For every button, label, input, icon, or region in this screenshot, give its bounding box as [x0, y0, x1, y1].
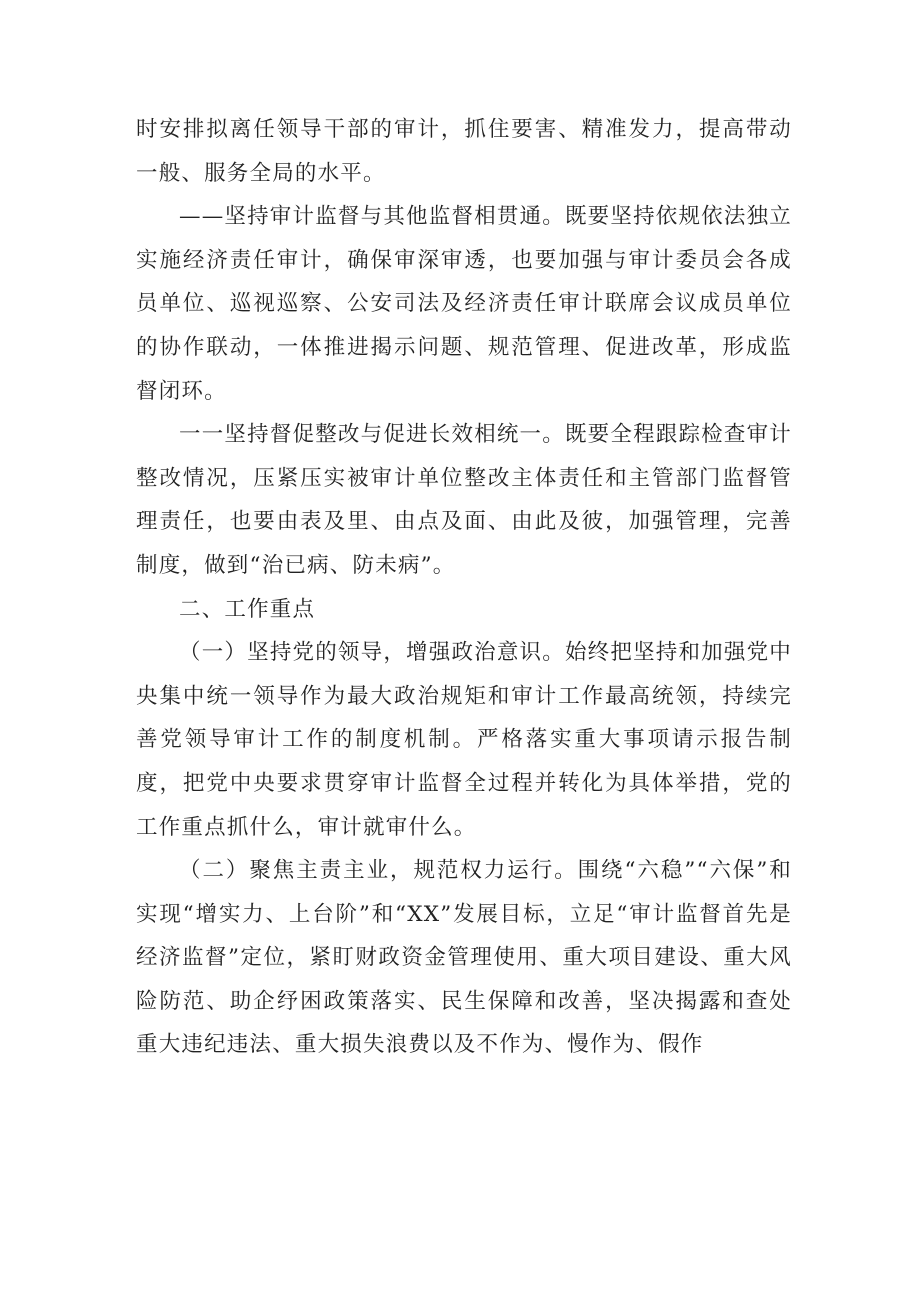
paragraph-item-one-party-leadership: （一）坚持党的领导，增强政治意识。始终把坚持和加强党中央集中统一领导作为最大政治规矩和审计工作最高统领，持续完善党领导审计工作的制度机制。严格落实重大事项请示报告制度，把党中央要求贯穿审计监督全过程并转化为具体举措，党的工作重点抓什么，审计就审什么。	[136, 640, 792, 840]
paragraph-continued-from-previous-page: 时安排拟离任领导干部的审计，抓住要害、精准发力，提高带动一般、服务全局的水平。	[136, 117, 792, 186]
section-heading-work-priorities: 二、工作重点	[179, 596, 316, 622]
document-body	[136, 108, 792, 1067]
paragraph-audit-supervision-coordination: ——坚持审计监督与其他监督相贯通。既要坚持依规依法独立实施经济责任审计，确保审深审透，也要加强与审计委员会各成员单位、巡视巡察、公安司法及经济责任审计联席会议成员单位的协作联动，一体推进揭示问题、规范管理、促进改革，形成监督闭环。	[136, 204, 792, 404]
paragraph-item-two-main-responsibilities: （二）聚焦主责主业，规范权力运行。围绕“六稳”“六保”和实现“增实力、上台阶”和“XX”发展目标，立足“审计监督首先是经济监督”定位，紧盯财政资金管理使用、重大项目建设、重大风险防范、助企纾困政策落实、民生保障和改善，坚决揭露和查处重大违纪违法、重大损失浪费以及不作为、慢作为、假作	[136, 858, 792, 1058]
paragraph-rectification-long-term: 一一坚持督促整改与促进长效相统一。既要全程跟踪检查审计整改情况，压紧压实被审计单位整改主体责任和主管部门监督管理责任，也要由表及里、由点及面、由此及彼，加强管理，完善制度，做到“治已病、防未病”。	[136, 422, 792, 578]
